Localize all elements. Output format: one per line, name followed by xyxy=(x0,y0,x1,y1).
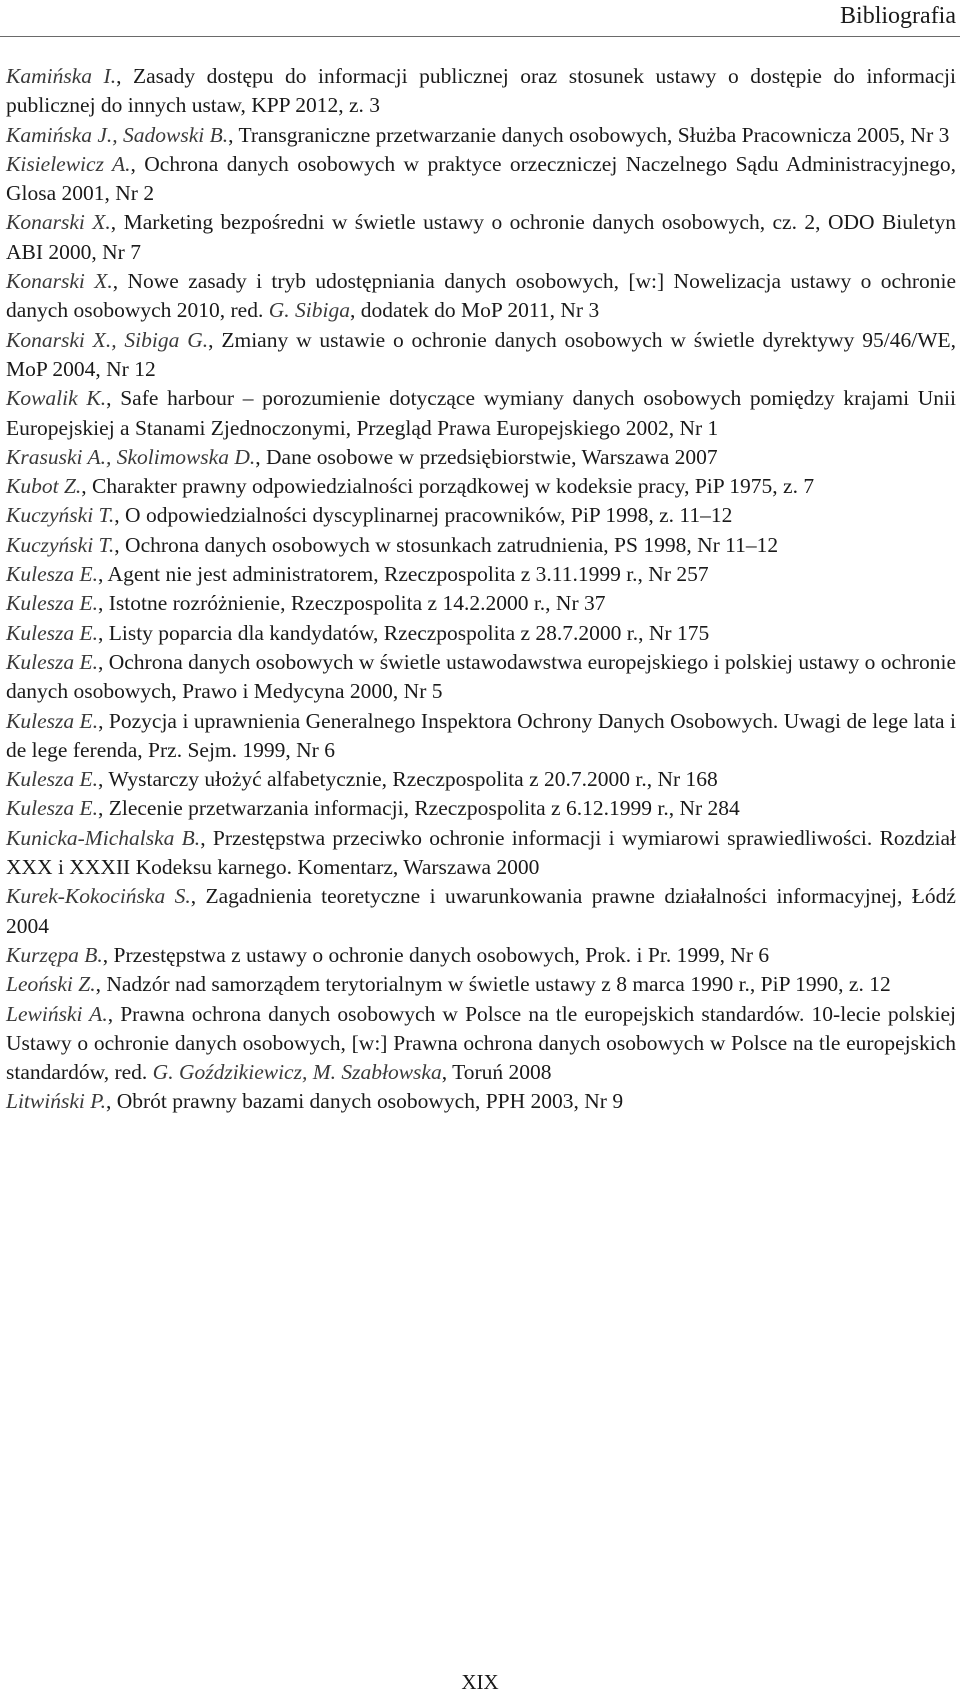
bibliography-entry xyxy=(6,970,956,999)
entry-citation-tail: , Toruń 2008 xyxy=(441,1060,552,1085)
bibliography-entry xyxy=(6,472,956,501)
entry-citation: , Wystarczy ułożyć alfabetycznie, Rzeczpospolita z 20.7.2000 r., Nr 168 xyxy=(97,767,718,792)
bibliography-entry xyxy=(6,1000,956,1088)
entry-citation: , Prawna ochrona danych osobowych w Polsce na tle europejskich standardów. 10-lecie polskiej Ustawy o ochronie danych osobowych, [w:] Prawna ochrona danych osobowych w Polsce na tle europejskich standardów, red. xyxy=(6,1001,956,1085)
bibliography-entry xyxy=(6,208,956,267)
entry-author: Konarski X. xyxy=(6,210,111,235)
entry-author: Kowalik K. xyxy=(6,386,107,411)
header-rule xyxy=(0,36,960,37)
bibliography-entry xyxy=(6,121,956,150)
entry-citation: , Transgraniczne przetwarzanie danych osobowych, Służba Pracownicza 2005, Nr 3 xyxy=(228,122,950,147)
running-header xyxy=(0,0,960,40)
entry-citation: , Zagadnienia teoretyczne i uwarunkowania prawne działalności informacyjnej, Łódź 2004 xyxy=(6,884,956,938)
entry-citation: , Zasady dostępu do informacji publicznej oraz stosunek ustawy o dostępie do informacji publicznej do innych ustaw, KPP 2012, z. 3 xyxy=(6,64,956,118)
entry-author: Kuczyński T. xyxy=(6,503,115,528)
entry-citation: , Marketing bezpośredni w świetle ustawy o ochronie danych osobowych, cz. 2, ODO Biuletyn ABI 2000, Nr 7 xyxy=(6,210,956,264)
entry-citation: , Pozycja i uprawnienia Generalnego Inspektora Ochrony Danych Osobowych. Uwagi de lege lata i de lege ferenda, Prz. Sejm. 1999, Nr 6 xyxy=(6,708,956,762)
entry-citation: , Przestępstwa przeciwko ochronie informacji i wymiarowi sprawiedliwości. Rozdział XXX i XXXII Kodeksu karnego. Komentarz, Warszawa 2000 xyxy=(6,825,956,880)
bibliography-entry xyxy=(6,589,956,618)
entry-author: Kurek-Kokocińska S. xyxy=(6,884,191,909)
bibliography-entry xyxy=(6,619,956,648)
entry-citation: , Zlecenie przetwarzania informacji, Rzeczpospolita z 6.12.1999 r., Nr 284 xyxy=(97,796,740,821)
entry-citation: , Zmiany w ustawie o ochronie danych osobowych w świetle dyrektywy 95/46/WE, MoP 2004, Nr 12 xyxy=(6,327,956,381)
bibliography-entry xyxy=(6,150,956,209)
bibliography-entry xyxy=(6,765,956,794)
bibliography-entry xyxy=(6,326,956,385)
bibliography-entry xyxy=(6,267,956,326)
entry-editor: G. Sibiga xyxy=(268,298,350,323)
bibliography-list xyxy=(6,62,956,1117)
entry-author: Kamińska J., Sadowski B. xyxy=(6,122,229,147)
entry-citation: , O odpowiedzialności dyscyplinarnej pracowników, PiP 1998, z. 11–12 xyxy=(114,503,733,528)
bibliography-entry xyxy=(6,648,956,707)
entry-author: Kulesza E. xyxy=(6,796,98,821)
entry-author: Konarski X., Sibiga G. xyxy=(6,327,209,352)
entry-author: Konarski X. xyxy=(6,269,113,294)
bibliography-entry xyxy=(6,882,956,941)
entry-citation: , Istotne rozróżnienie, Rzeczpospolita z 14.2.2000 r., Nr 37 xyxy=(97,591,606,616)
bibliography-entry xyxy=(6,62,956,121)
entry-author: Kulesza E. xyxy=(6,649,98,674)
entry-citation-tail: , dodatek do MoP 2011, Nr 3 xyxy=(349,298,600,323)
bibliography-entry xyxy=(6,941,956,970)
entry-citation: , Dane osobowe w przedsiębiorstwie, Warszawa 2007 xyxy=(255,444,718,469)
entry-citation: , Listy poparcia dla kandydatów, Rzeczpospolita z 28.7.2000 r., Nr 175 xyxy=(97,620,710,645)
entry-citation: , Charakter prawny odpowiedzialności porządkowej w kodeksie pracy, PiP 1975, z. 7 xyxy=(81,474,815,499)
entry-citation: , Nadzór nad samorządem terytorialnym w świetle ustawy z 8 marca 1990 r., PiP 1990, z. 12 xyxy=(95,972,891,997)
entry-citation: , Ochrona danych osobowych w stosunkach zatrudnienia, PS 1998, Nr 11–12 xyxy=(114,532,779,557)
entry-author: Kubot Z. xyxy=(6,474,82,499)
section-title: Bibliografia xyxy=(840,3,956,29)
bibliography-entry xyxy=(6,707,956,766)
entry-citation: , Obrót prawny bazami danych osobowych, PPH 2003, Nr 9 xyxy=(105,1089,624,1114)
bibliography-entry xyxy=(6,501,956,530)
entry-author: Lewiński A. xyxy=(6,1001,108,1026)
entry-citation: , Agent nie jest administratorem, Rzeczpospolita z 3.11.1999 r., Nr 257 xyxy=(97,562,709,587)
entry-citation: , Ochrona danych osobowych w świetle ustawodawstwa europejskiego i polskiej ustawy o ochronie danych osobowych, Prawo i Medycyna 2000, Nr 5 xyxy=(6,649,957,704)
entry-author: Krasuski A., Skolimowska D. xyxy=(6,444,256,469)
entry-author: Kuczyński T. xyxy=(6,532,115,557)
entry-citation: , Ochrona danych osobowych w praktyce orzeczniczej Naczelnego Sądu Administracyjnego, Glosa 2001, Nr 2 xyxy=(6,151,956,206)
entry-author: Kamińska I. xyxy=(6,64,117,88)
page-number: XIX xyxy=(461,1670,499,1694)
entry-author: Kisielewicz A. xyxy=(6,151,131,176)
bibliography-entry xyxy=(6,824,956,883)
bibliography-entry xyxy=(6,794,956,823)
entry-author: Kulesza E. xyxy=(6,767,98,792)
entry-author: Kunicka-Michalska B. xyxy=(6,825,201,850)
entry-editor: G. Goździkiewicz, M. Szabłowska xyxy=(152,1060,442,1085)
entry-author: Litwiński P. xyxy=(6,1089,106,1114)
bibliography-entry xyxy=(6,1087,956,1116)
entry-citation: , Nowe zasady i tryb udostępniania danych osobowych, [w:] Nowelizacja ustawy o ochronie danych osobowych 2010, red. xyxy=(6,269,956,323)
entry-author: Kulesza E. xyxy=(6,562,98,587)
entry-author: Leoński Z. xyxy=(6,972,96,997)
bibliography-entry xyxy=(6,560,956,589)
entry-citation: , Przestępstwa z ustawy o ochronie danych osobowych, Prok. i Pr. 1999, Nr 6 xyxy=(102,942,770,967)
entry-citation: , Safe harbour – porozumienie dotyczące wymiany danych osobowych pomiędzy krajami Unii Europejskiej a Stanami Zjednoczonymi, Przegląd Prawa Europejskiego 2002, Nr 1 xyxy=(6,386,957,440)
entry-author: Kulesza E. xyxy=(6,620,98,645)
bibliography-entry xyxy=(6,443,956,472)
bibliography-entry xyxy=(6,531,956,560)
entry-author: Kulesza E. xyxy=(6,591,98,616)
entry-author: Kulesza E. xyxy=(6,708,99,733)
entry-author: Kurzępa B. xyxy=(6,942,103,967)
bibliography-entry xyxy=(6,384,956,443)
